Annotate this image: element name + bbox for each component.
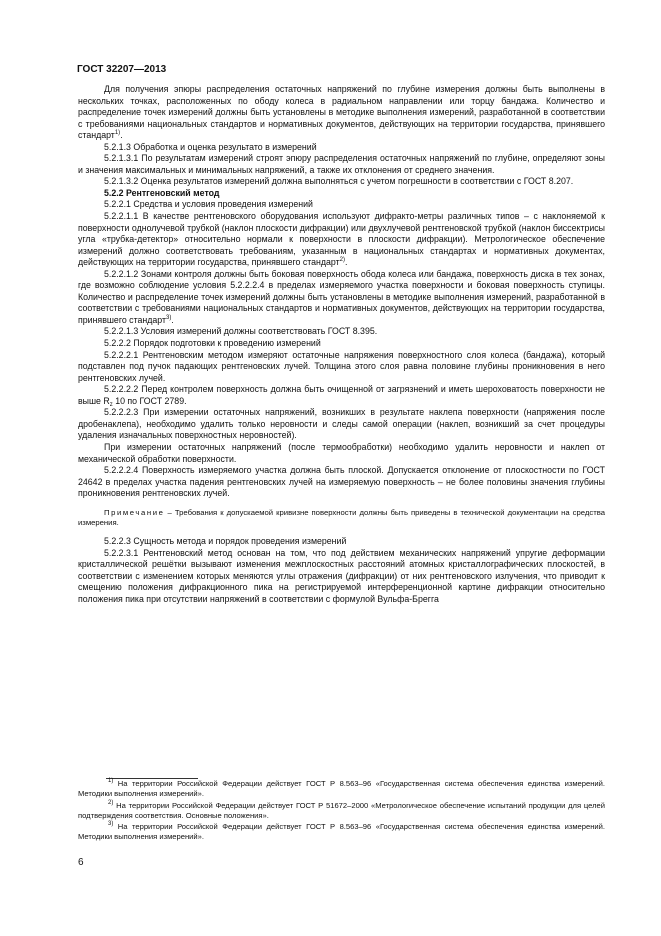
section-heading: 5.2.2.2 Порядок подготовки к проведению измерений bbox=[104, 338, 321, 349]
paragraph: При измерении остаточных напряжений (после термообработки) необходимо удалить неровности и наклеп от механической обработки поверхности. bbox=[78, 441, 605, 464]
footnote-ref: 1) bbox=[114, 130, 121, 137]
footnote-mark: 2) bbox=[108, 799, 114, 806]
paragraph: 5.2.1.3.1 По результатам измерений строят эпюру распределения остаточных напряжений по глубине, определяют зоны и значения максимальных и минимальных напряжений, а также их отклонения от среднего значения. bbox=[78, 153, 605, 175]
section-heading: 5.2.2.1 Средства и условия проведения измерений bbox=[104, 199, 313, 210]
footnotes bbox=[78, 779, 605, 844]
paragraph bbox=[78, 384, 605, 407]
section-heading-bold: 5.2.2 Рентгеновский метод bbox=[104, 187, 220, 198]
footnote-text: На территории Российской Федерации действует ГОСТ Р 51672–2000 «Метрологическое обеспечение испытаний продукции для целей подтверждения соответствия. Основные положения». bbox=[78, 800, 605, 820]
document-header: ГОСТ 32207—2013 bbox=[77, 64, 167, 75]
document-body bbox=[78, 84, 605, 605]
paragraph: 5.2.2.3.1 Рентгеновский метод основан на том, что под действием механических напряжений упругие деформации кристаллической решётки вызывают изменения межплоскостных расстояний атомных кристаллографических плоскостей, в соответствии с изменением которых меняются углы отражения (дифракции) от них рентгеновского излучения, что приводит к смещению положения дифракционного пика на регистрируемой интерференционной картине дифракции относительно положения пика при отсутствии напряжений в соответствии с формулой Вульфа-Брегга bbox=[78, 547, 605, 604]
note bbox=[78, 508, 605, 528]
paragraph: 5.2.2.1.1 В качестве рентгеновского оборудования используют дифракто-метры различных типов – с наклоняемой к поверхности однолучевой трубкой (наклон плоскости дифракции) или двухлучевой рентгеновской трубкой (наклон биссектрисы угла «трубка-детектор» относительно нормали к поверхности в плоскости дифракции). Метрологическое обеспечение измерений должно соответствовать требованиям, указанным в национальных стандартах и нормативных документах, действующих на территории государства, принявшего стандарт$^{2)}$. bbox=[78, 211, 605, 268]
footnote-ref: 3) bbox=[166, 314, 172, 321]
paragraph: 5.2.2.2.3 При измерении остаточных напряжений, возникших в результате наклепа поверхности (напряжения после дробенаклепа), необходимо удалить только неровности и следы самой операции (наклеп, возникший за счет процедуры удаления изначальных поверхностных неровностей). bbox=[78, 407, 605, 441]
footnote-ref: 2) bbox=[339, 257, 345, 264]
footnote-mark: 3) bbox=[108, 821, 114, 828]
paragraph-text: 10 по ГОСТ 2789. bbox=[112, 395, 187, 406]
footnote bbox=[78, 801, 605, 822]
section-heading: 5.2.2.3 Сущность метода и порядок проведения измерений bbox=[104, 536, 347, 547]
paragraph-text: Для получения эпюры распределения остаточных напряжений по глубине измерения должны быть выполнены в нескольких точках, расположенных по ободу колеса в радиальном направлении или торцу бандажа. Количество и распределение точек измерений должны быть установлены в методике выполнения измерений, разработанной в соответствии с требованиями национальных стандартов и нормативных документов, действующих на территории государства, принявшего стандарт bbox=[78, 84, 605, 141]
paragraph: 5.2.2.2.4 Поверхность измеряемого участка должна быть плоской. Допускается отклонение от плоскостности по ГОСТ 24642 в пределах участка падения рентгеновских лучей на измеряемую поверхность – не более половины значения глубины проникновения рентгеновских лучей. bbox=[78, 465, 605, 499]
footnote-text: На территории Российской Федерации действует ГОСТ Р 8.563–96 «Государственная система обеспечения единства измерений. Методики выполнения измерений». bbox=[78, 779, 605, 799]
paragraph-text: 5.2.2.2.2 Перед контролем поверхность должна быть очищенной от загрязнений и иметь шероховатость поверхности не выше R bbox=[78, 384, 605, 406]
subscript: z bbox=[109, 401, 113, 408]
paragraph: 5.2.2.1.3 Условия измерений должны соответствовать ГОСТ 8.395. bbox=[104, 326, 378, 337]
paragraph-text: 5.2.2.1.1 В качестве рентгеновского оборудования используют дифракто-метры различных типов – с наклоняемой к поверхности однолучевой трубкой (наклон плоскости дифракции) или двухлучевой рентгеновской трубкой (наклон биссектрисы угла «трубка-детектор» относительно нормали к поверхности в плоскости дифракции). Метрологическое обеспечение измерений должно соответствовать требованиям, указанным в национальных стандартах и нормативных документах, действующих на территории государства, принявшего стандарт bbox=[78, 211, 605, 268]
footnote-mark: 1) bbox=[108, 778, 114, 784]
paragraph-text: 5.2.2.1.2 Зонами контроля должны быть боковая поверхность обода колеса или бандажа, поверхность диска в тех зонах, где возможно соблюдение условия 5.2.2.2.4 в пределах измеряемого участка поверхности и боковая поверхность ступицы. Количество и распределение точек измерений должны быть установлены в методике выполнения измерений, разработанной в соответствии с требованиями национальных стандартов и нормативных документов, действующих на территории государства, принявшего стандарт bbox=[78, 268, 605, 325]
paragraph: Для получения эпюры распределения остаточных напряжений по глубине измерения должны быть выполнены в нескольких точках, расположенных по ободу колеса в радиальном направлении или торцу бандажа. Количество и распределение точек измерений должны быть установлены в методике выполнения измерений, разработанной в соответствии с требованиями национальных стандартов и нормативных документов, действующих на территории государства, принявшего стандарт$^{1)}$. bbox=[78, 84, 605, 141]
paragraph: 5.2.1.3.2 Оценка результатов измерений должна выполняться с учетом погрешности в соответствии с ГОСТ 8.207. bbox=[104, 176, 574, 187]
note-text: – Требования к допускаемой кривизне поверхности должны быть приведены в технической документации на средства измерения. bbox=[78, 507, 605, 527]
footnote bbox=[78, 779, 605, 800]
page-number: 6 bbox=[78, 857, 84, 868]
paragraph: 5.2.2.2.1 Рентгеновским методом измеряют остаточные напряжения поверхностного слоя колеса (бандажа), который подставлен под пучок падающих рентгеновских лучей. Толщина этого слоя равна половине глубины проникновения в него рентгеновских лучей. bbox=[78, 349, 605, 383]
footnote-text: На территории Российской Федерации действует ГОСТ Р 8.563–96 «Государственная система обеспечения единства измерений. Методики выполнения измерений». bbox=[78, 822, 605, 842]
paragraph: 5.2.2.1.2 Зонами контроля должны быть боковая поверхность обода колеса или бандажа, поверхность диска в тех зонах, где возможно соблюдение условия 5.2.2.2.4 в пределах измеряемого участка поверхности и боковая поверхность ступицы. Количество и распределение точек измерений должны быть установлены в методике выполнения измерений, разработанной в соответствии с требованиями национальных стандартов и нормативных документов, действующих на территории государства, принявшего стандарт$^{3)}$. bbox=[78, 268, 605, 325]
footnote bbox=[78, 822, 605, 843]
note-label: Примечание bbox=[104, 507, 165, 517]
section-heading: 5.2.1.3 Обработка и оценка результато в измерений bbox=[104, 141, 317, 152]
